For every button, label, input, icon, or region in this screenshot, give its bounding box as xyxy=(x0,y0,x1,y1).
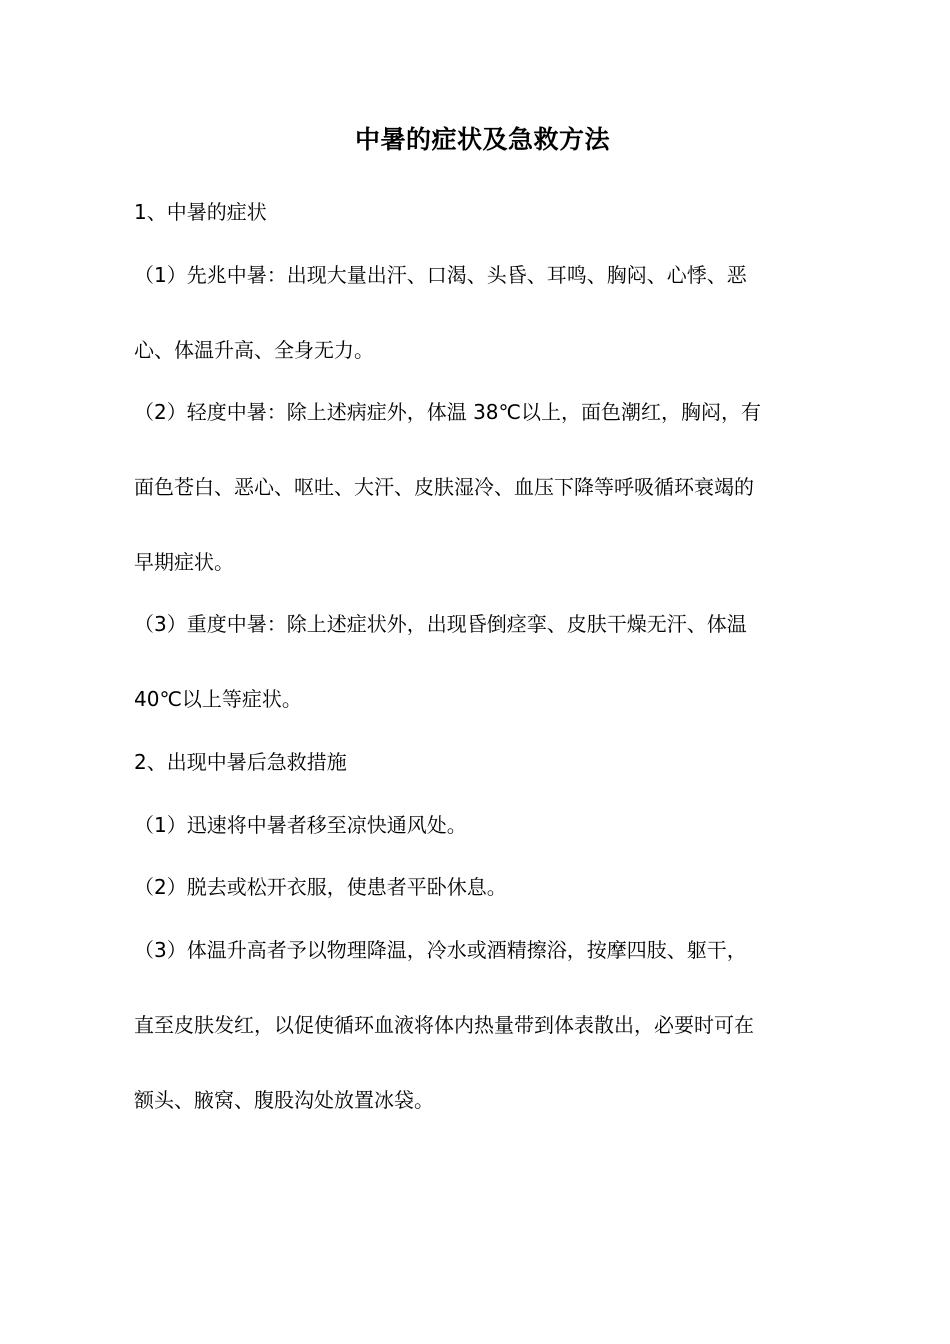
paragraph-line: 面色苍白、恶心、呕吐、大汗、皮肤湿冷、血压下降等呼吸循环衰竭的 xyxy=(134,475,754,499)
paragraph-line: （1）先兆中暑：出现大量出汗、口渴、头昏、耳鸣、胸闷、心悸、恶 xyxy=(134,263,747,287)
paragraph-line: （3）重度中暑：除上述症状外，出现昏倒痉挛、皮肤干燥无汗、体温 xyxy=(134,612,747,636)
paragraph-line: 40℃以上等症状。 xyxy=(134,687,302,711)
paragraph-line: （2）脱去或松开衣服，使患者平卧休息。 xyxy=(134,875,507,899)
paragraph-line: （2）轻度中暑：除上述病症外，体温 38℃以上，面色潮红，胸闷，有 xyxy=(134,400,761,424)
section-heading-first-aid: 2、出现中暑后急救措施 xyxy=(134,750,347,774)
paragraph-line: 早期症状。 xyxy=(134,550,234,574)
paragraph-line: 心、体温升高、全身无力。 xyxy=(134,338,374,362)
paragraph-line: （3）体温升高者予以物理降温，冷水或酒精擦浴，按摩四肢、躯干， xyxy=(134,938,747,962)
section-heading-symptoms: 1、中暑的症状 xyxy=(134,200,267,224)
paragraph-line: （1）迅速将中暑者移至凉快通风处。 xyxy=(134,813,467,837)
paragraph-line: 直至皮肤发红，以促使循环血液将体内热量带到体表散出，必要时可在 xyxy=(134,1013,754,1037)
document-title: 中暑的症状及急救方法 xyxy=(354,125,610,154)
paragraph-line: 额头、腋窝、腹股沟处放置冰袋。 xyxy=(134,1088,434,1112)
